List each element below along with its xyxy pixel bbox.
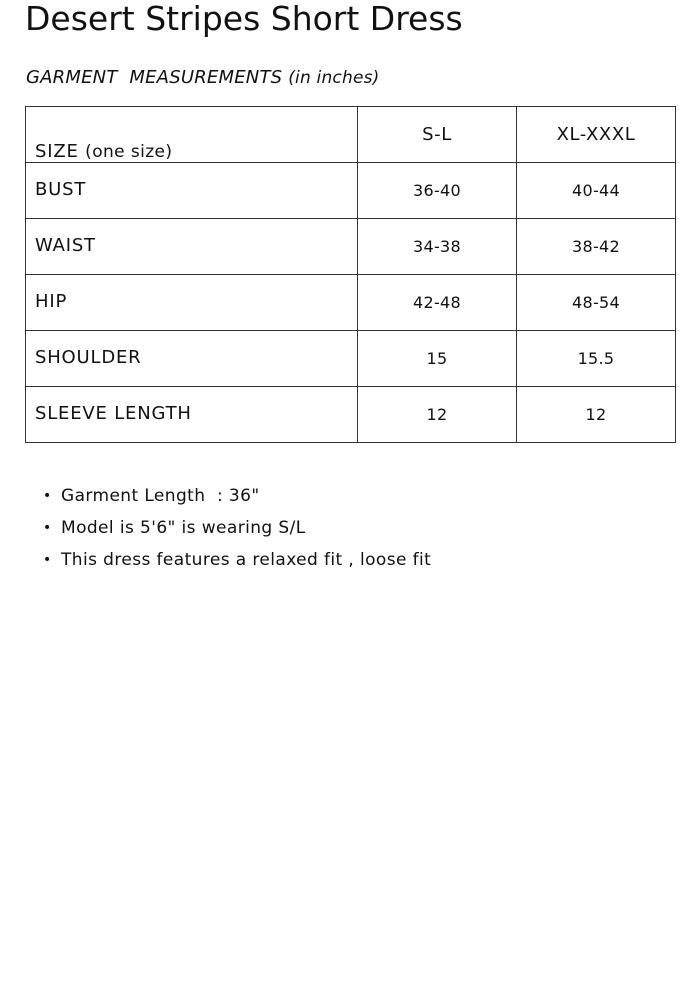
measurement-label: HIP [35, 291, 68, 312]
measurement-label-cell [26, 275, 358, 331]
measurement-value: 36-40 [358, 163, 517, 219]
measurement-label-cell [26, 387, 358, 443]
table-row [26, 387, 676, 443]
measurement-value: 34-38 [358, 219, 517, 275]
measurement-label: WAIST [35, 235, 96, 256]
measurement-value: 15 [358, 331, 517, 387]
list-item [43, 512, 431, 544]
note-text: Model is 5'6" is wearing S/L [61, 518, 306, 538]
measurement-value: 42-48 [358, 275, 517, 331]
size-chart-table [25, 106, 676, 443]
table-header-row [26, 107, 676, 163]
size-column-header: S-L [358, 107, 517, 163]
measurement-label-cell [26, 219, 358, 275]
table-row [26, 219, 676, 275]
table-row [26, 275, 676, 331]
size-column-header: XL-XXXL [517, 107, 676, 163]
table-row [26, 163, 676, 219]
bullet-icon: • [43, 552, 52, 568]
measurement-value: 12 [358, 387, 517, 443]
page-title: Desert Stripes Short Dress [25, 0, 463, 38]
measurements-heading [26, 66, 380, 90]
table-row [26, 331, 676, 387]
measurements-heading-text: GARMENT MEASUREMENTS [26, 67, 289, 88]
measurement-label: SLEEVE LENGTH [35, 403, 192, 424]
size-header-label: SIZE [35, 141, 79, 162]
measurement-label-cell [26, 163, 358, 219]
size-header-cell [26, 107, 358, 163]
measurement-label: BUST [35, 179, 87, 200]
measurement-value: 38-42 [517, 219, 676, 275]
bullet-icon: • [43, 488, 52, 504]
bullet-icon: • [43, 520, 52, 536]
note-text: This dress features a relaxed fit , loose fit [61, 550, 432, 570]
measurement-value: 12 [517, 387, 676, 443]
list-item [43, 544, 432, 576]
product-notes-list [43, 480, 432, 576]
measurement-value: 48-54 [517, 275, 676, 331]
measurement-label: SHOULDER [35, 347, 142, 368]
list-item [43, 480, 431, 512]
size-header-note: (one size) [85, 142, 173, 162]
measurement-value: 15.5 [517, 331, 676, 387]
measurements-unit: (in inches) [288, 68, 380, 88]
measurement-value: 40-44 [517, 163, 676, 219]
measurement-label-cell [26, 331, 358, 387]
note-text: Garment Length : 36" [61, 486, 260, 506]
